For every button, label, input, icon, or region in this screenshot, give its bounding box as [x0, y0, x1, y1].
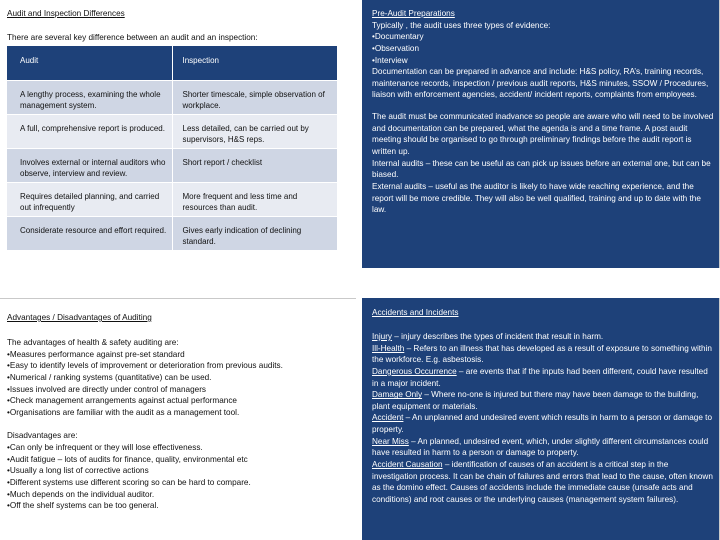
table-cell: Short report / checklist: [172, 148, 337, 182]
definition-term: Injury: [372, 332, 393, 341]
header-inspection: Inspection: [172, 46, 337, 80]
definition-item: [372, 459, 716, 506]
disadvantages-heading: Disadvantages are:: [7, 431, 78, 441]
internal-audits-text: Internal audits – these can be useful as can pick up issues before an external one, but can be biased.: [372, 158, 711, 180]
table-cell: More frequent and less time and resources than audit.: [172, 182, 337, 216]
definition-item: [372, 412, 716, 435]
accidents-panel: [362, 298, 720, 540]
table-row: [7, 148, 337, 182]
comparison-table: [7, 46, 337, 251]
evidence-intro: Typically , the audit uses three types of evidence:: [372, 20, 551, 30]
panel-title: Pre-Audit Preparations: [372, 9, 455, 18]
bullet-item: •Measures performance against pre-set standard: [7, 349, 185, 359]
advantages-panel: [0, 298, 356, 540]
definition-term: Accident Causation: [372, 460, 443, 470]
bullet-item: •Organisations are familiar with the audit as a management tool.: [7, 407, 240, 417]
table-row: [7, 80, 337, 114]
intro-text: There are several key difference between an audit and an inspection:: [7, 33, 258, 42]
bullet-item: •Can only be infrequent or they will lose effectiveness.: [7, 443, 203, 453]
bullet-item: •Off the shelf systems can be too general.: [7, 501, 159, 511]
definition-term: Damage Only: [372, 390, 423, 400]
bullet-item: •Usually a long list of corrective actions: [7, 466, 149, 476]
panel-title: Audit and Inspection Differences: [7, 9, 125, 18]
pre-audit-panel: [362, 0, 720, 268]
bullet-item: •Numerical / ranking systems (quantitative) can be used.: [7, 372, 212, 382]
definition-term: Near Miss: [372, 436, 409, 446]
definition-text: – are events that if the inputs had been different, could have resulted in a major incident.: [372, 366, 708, 388]
audit-inspection-panel: [0, 0, 356, 268]
bullet-item: •Easy to identify levels of improvement or deterioration from previous audits.: [7, 361, 283, 371]
bullet-item: •Interview: [372, 55, 408, 65]
definition-text: – injury describes the types of incident that result in harm.: [392, 332, 604, 341]
definition-text: – Refers to an illness that has developed as a result of exposure to something within the workforce. E.g. asbestosis.: [372, 343, 712, 365]
definition-item: [372, 331, 716, 343]
external-audits-text: External audits – useful as the auditor is likely to have wide reaching experience, and the report will be more credible. They will also be well qualified, training and up to date with the law.: [372, 181, 701, 215]
definition-text: – An planned, undesired event, which, under slightly different circumstances could have resulted in harm to a person or damage to property.: [372, 436, 709, 458]
bullet-item: •Check management arrangements against actual performance: [7, 396, 237, 406]
bullet-item: •Observation: [372, 43, 420, 53]
table-row: [7, 182, 337, 216]
table-row: [7, 216, 337, 250]
documentation-text: Documentation can be prepared in advance and include: H&S policy, RA’s, training records, maintenance records, inspection / previous audit reports, H&S minutes, SSOW / Procedures, liaison with enforcement agencies, accident/ incident reports, complaints from employees.: [372, 67, 709, 100]
table-cell: Shorter timescale, simple observation of workplace.: [172, 80, 337, 114]
definition-item: [372, 436, 716, 459]
advantages-heading: The advantages of health & safety auditing are:: [7, 338, 179, 347]
table-cell: A lengthy process, examining the whole management system.: [7, 80, 172, 114]
table-cell: Considerate resource and effort required.: [7, 216, 172, 250]
definition-term: Dangerous Occurrence: [372, 366, 457, 376]
panel-title: Advantages / Disadvantages of Auditing: [7, 313, 152, 322]
table-cell: Involves external or internal auditors who observe, interview and review.: [7, 148, 172, 182]
table-cell: Less detailed, can be carried out by supervisors, H&S reps.: [172, 114, 337, 148]
definition-term: Ill-Health: [372, 343, 405, 353]
panel-title: Accidents and Incidents: [372, 308, 459, 317]
table-cell: Gives early indication of declining standard.: [172, 216, 337, 250]
communication-text: The audit must be communicated inadvance so people are aware who will need to be involved and documentation can be prepared, what the agenda is and a time frame. A post audit meeting should be organised to go through preliminary findings before the audit report is written up.: [372, 112, 714, 157]
definition-term: Accident: [372, 413, 404, 423]
bullet-item: •Documentary: [372, 32, 424, 42]
definition-text: – Where no-one is injured but there may have been damage to the building, plant equipment or materials.: [372, 390, 699, 411]
table-header-row: [7, 46, 337, 80]
table-cell: A full, comprehensive report is produced.: [7, 114, 172, 148]
definition-item: [372, 343, 716, 366]
bullet-item: •Audit fatigue – lots of audits for finance, quality, environmental etc: [7, 454, 248, 464]
bullet-item: •Different systems use different scoring so can be hard to compare.: [7, 478, 251, 488]
definition-text: – An unplanned and undesired event which results in harm to a person or damage to property.: [372, 413, 712, 435]
bullet-item: •Much depends on the individual auditor.: [7, 489, 155, 499]
bullet-item: •Issues involved are directly under control of managers: [7, 384, 207, 394]
definition-item: [372, 389, 716, 412]
table-row: [7, 114, 337, 148]
definition-text: – identification of causes of an accident is a critical step in the investigation process. It can be chain of failures and errors that lead to the cause, often known as the domino effect. Causes of accidents include the immediate cause (unsafe acts and conditions) and root causes or the underlying causes (management system failures).: [372, 460, 713, 504]
header-audit: Audit: [7, 46, 172, 80]
definition-item: [372, 366, 716, 389]
table-cell: Requires detailed planning, and carried out infrequently: [7, 182, 172, 216]
